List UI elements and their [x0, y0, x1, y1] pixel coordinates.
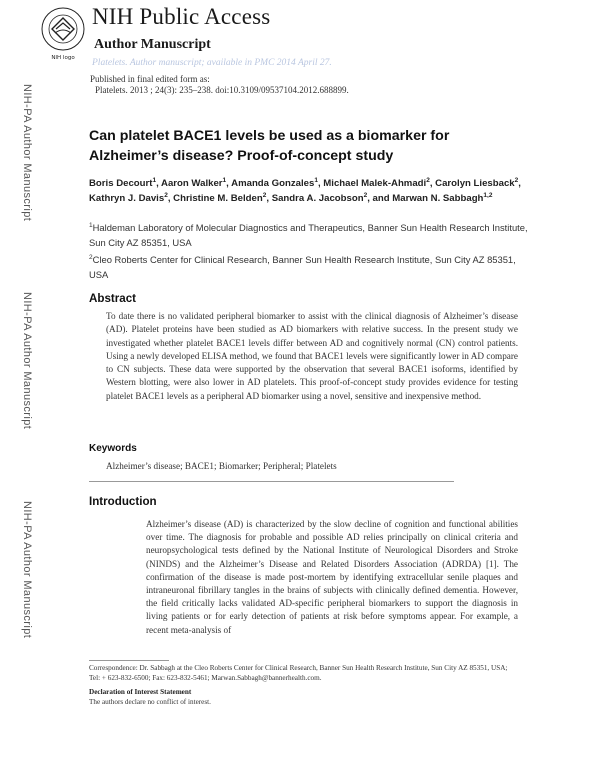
- author-aff: 2: [514, 176, 519, 184]
- affiliation: $^1$Haldeman Laboratory of Molecular Diagnostics and Therapeutics, Banner Sun Health Research Institute, Sun City AZ 85351, USA: [89, 221, 528, 248]
- author-name: Kathryn J. Davis: [89, 193, 165, 204]
- keywords-heading: Keywords: [89, 443, 137, 454]
- author-name: Christine M. Belden: [173, 193, 263, 204]
- paper-title: Can platelet BACE1 levels be used as a biomarker for Alzheimer’s disease? Proof-of-concept study: [89, 128, 450, 164]
- author-aff: 1: [152, 176, 157, 184]
- nih-logo: [40, 5, 86, 65]
- author-aff: 1: [314, 176, 318, 184]
- correspondence: Correspondence: Dr. Sabbagh at the Cleo Roberts Center for Clinical Research, Banner Sun Health Research Institute, Sun City AZ 85351, USA; Tel: + 623-832-6500; Fax: 623-832-5461; Marwan.Sabbagh@bannerhealth.com.: [89, 664, 508, 682]
- sidebar-watermark: NIH-PA Author Manuscript: [21, 292, 33, 430]
- intro-heading: Introduction: [89, 495, 157, 508]
- keywords-text: Alzheimer’s disease; BACE1; Biomarker; Peripheral; Platelets: [106, 461, 337, 471]
- author-aff: 1,2: [483, 191, 493, 199]
- declaration-heading: Declaration of Interest Statement: [89, 688, 192, 696]
- sidebar-watermark: NIH-PA Author Manuscript: [21, 501, 33, 639]
- abstract-heading: Abstract: [89, 292, 137, 305]
- author-name: Marwan N. Sabbagh: [392, 193, 484, 204]
- intro-text: Alzheimer’s disease (AD) is characterized by the slow decline of cognition and functional abilities over time. The diagnosis for probable and possible AD relies principally on clinical criteria and neuropsychological tests defined by the National Institute of Neurological Disorders and Stroke (NINDS) and the Alzheimer’s Disease and Related Disorders Association (ADRDA) [1]. The confirmation of the disease is made post-mortem by identifying extracellular senile plaques and intraneuronal fibrillary tangles in the brains of subjects with clinically defined dementia. However, the field critically lacks validated AD-specific peripheral biomarkers to support the diagnosis in living patients or for early detection of patients at risk before symptoms appear. For example, a recent meta-analysis of: [146, 519, 518, 635]
- author-aff: 2: [426, 176, 430, 184]
- abstract-text: To date there is no validated peripheral biomarker to assist with the clinical diagnosis of Alzheimer’s disease (AD). Platelet proteins have been studied as AD biomarkers with relative success. In the present study we investigated whether platelet BACE1 levels differ between AD and cognitively normal (CN) control patients. Using a newly developed ELISA method, we found that BACE1 levels were significantly lower in AD compare to CN subjects. These data were supported by the observation that several BACE1 isoforms, identified by Western blotting, were also lower in AD platelets. This proof-of-concept study provides evidence for testing platelet BACE1 levels as a peripheral AD biomarker using a novel, sensitive and inexpensive method.: [106, 311, 518, 401]
- author-aff: 1: [222, 176, 227, 184]
- author-list: Boris Decourt$^1$, Aaron Walker$^1$, Amanda Gonzales$^1$, Michael Malek-Ahmadi$^2$, Carolyn Liesback$^2$, Kathryn J. Davis$^2$, Christine M. Belden$^2$, Sandra A. Jacobson$^2$, and Marwan N. Sabbagh$^{1,2}$: [89, 176, 521, 204]
- author-aff: 2: [262, 191, 267, 199]
- declaration-text: The authors declare no conflict of interest.: [89, 698, 211, 706]
- author-name: Carolyn Liesback: [435, 178, 515, 189]
- footnote-divider: [89, 660, 169, 661]
- header-subtitle: Author Manuscript: [94, 37, 211, 52]
- citation: Platelets. 2013 ; 24(3): 235–238. doi:10.3109/09537104.2012.688899.: [95, 85, 349, 95]
- author-name: Amanda Gonzales: [231, 178, 315, 189]
- author-name: Sandra A. Jacobson: [271, 193, 364, 204]
- sidebar-watermark: NIH-PA Author Manuscript: [21, 84, 33, 222]
- availability-note: Platelets. Author manuscript; available in PMC 2014 April 27.: [92, 58, 332, 68]
- author-name: Aaron Walker: [161, 178, 223, 189]
- author-aff: 2: [164, 191, 168, 199]
- author-name: Boris Decourt: [89, 178, 153, 189]
- divider: [89, 481, 454, 482]
- published-label: Published in final edited form as:: [90, 74, 210, 84]
- svg-text:NIH logo: NIH logo: [51, 55, 75, 61]
- header-title: NIH Public Access: [92, 4, 271, 29]
- author-aff: 2: [363, 191, 368, 199]
- author-name: Michael Malek-Ahmadi: [323, 178, 427, 189]
- affiliation: $^2$Cleo Roberts Center for Clinical Research, Banner Sun Health Research Institute, Sun City AZ 85351, USA: [89, 253, 516, 280]
